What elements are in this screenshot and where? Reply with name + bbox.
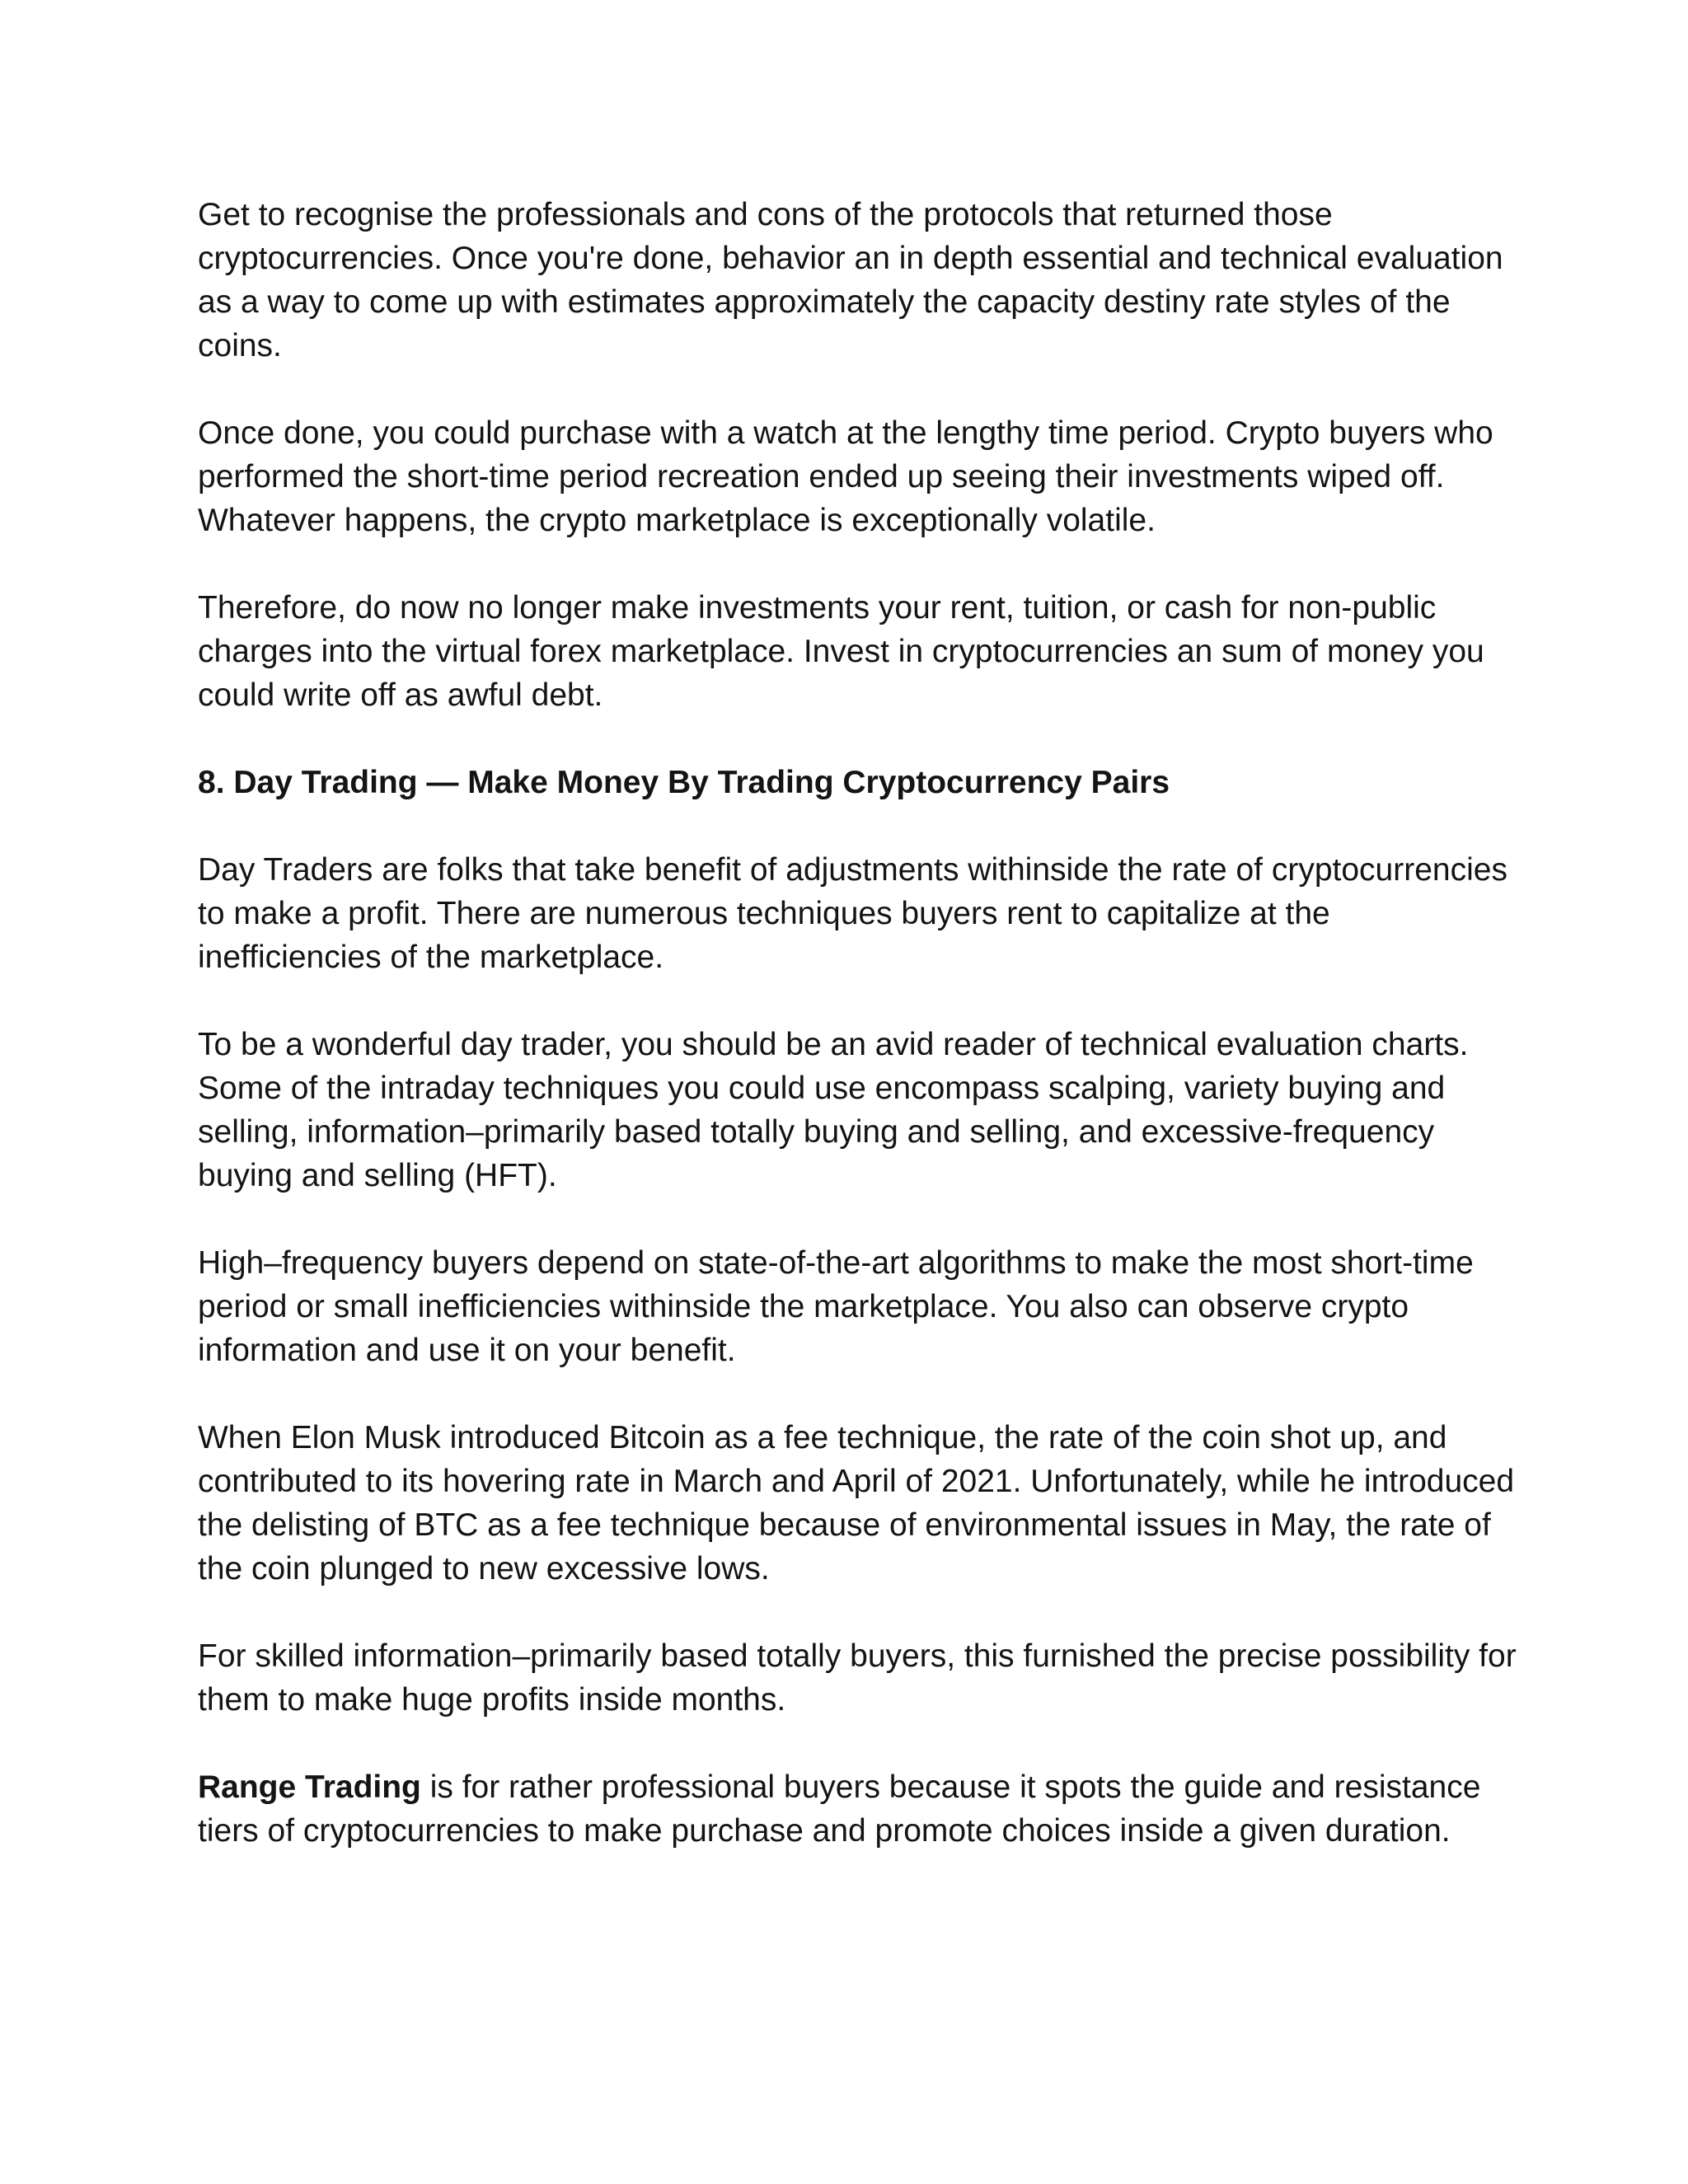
paragraph-investment-warning: Therefore, do now no longer make investments your rent, tuition, or cash for non-public charges into the virtual forex marketplace. Invest in cryptocurrencies an sum of money you could write off as awful debt. [198,590,1484,713]
paragraph-range-trading [198,1765,1517,1853]
paragraph-techniques: To be a wonderful day trader, you should be an avid reader of technical evaluation charts. Some of the intraday techniques you could use encompass scalping, variety buying and selling, information–primarily based totally buying and selling, and excessive-frequency buying and selling (HFT). [198,1027,1469,1193]
range-trading-term: Range Trading [198,1769,421,1805]
range-trading-description: is for rather professional buyers because it spots the guide and resistance tiers of cryptocurrencies to make purchase and promote choices inside a given duration. [198,1769,1481,1849]
document-page [198,193,1517,1896]
paragraph-elon-musk: When Elon Musk introduced Bitcoin as a fee technique, the rate of the coin shot up, and contributed to its hovering rate in March and April of 2021. Unfortunately, while he introduced the delisting of BTC as a fee technique because of environmental issues in May, the rate of the coin plunged to new excessive lows. [198,1420,1515,1586]
paragraph-day-traders: Day Traders are folks that take benefit of adjustments withinside the rate of cryptocurrencies to make a profit. There are numerous techniques buyers rent to capitalize at the inefficiencies of the marketplace. [198,852,1507,975]
paragraph-long-term: Once done, you could purchase with a watch at the lengthy time period. Crypto buyers who performed the short-time period recreation ended up seeing their investments wiped off. Whatever happens, the crypto marketplace is exceptionally volatile. [198,415,1493,538]
paragraph-protocols: Get to recognise the professionals and cons of the protocols that returned those cryptocurrencies. Once you're done, behavior an in depth essential and technical evaluation as a way to come up with estimates approximately the capacity destiny rate styles of the coins. [198,197,1503,363]
paragraph-skilled-buyers: For skilled information–primarily based totally buyers, this furnished the precise possibility for them to make huge profits inside months. [198,1638,1517,1718]
section-heading-day-trading: 8. Day Trading — Make Money By Trading Cryptocurrency Pairs [198,765,1170,800]
paragraph-high-frequency: High–frequency buyers depend on state-of-the-art algorithms to make the most short-time period or small inefficiencies withinside the marketplace. You also can observe crypto information and use it on your benefit. [198,1245,1474,1368]
